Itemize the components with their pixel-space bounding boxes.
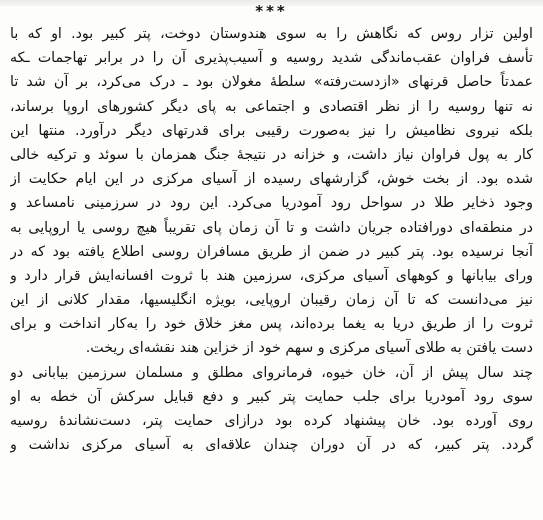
text-line: تأسف فراوان عقب‌ماندگی شدید روسیه و آسیب‌پذیری آن را در برابر تهاجمات ـکه [10, 50, 533, 67]
text-line: گردد. پتر کبیر، که در آن دوران چندان علاقه‌ای به آسیای مرکزی نداشت و [10, 437, 533, 454]
text-line: عمدتاً حاصل قرنهای «ازدست‌رفته» سلطهٔ مغولان بود ـ درک می‌کرد، بر آن شد تا [10, 74, 533, 91]
paragraph [10, 22, 533, 361]
text-line: شده بود. از بخت خوش، گزارشهای رسیده از آسیای مرکزی در این ایام حکایت از [10, 171, 533, 188]
text-line: در منطقه‌ای دورافتاده جریان داشت و تا آن زمان پای تقریباً هیچ روسی یا اروپایی به [10, 219, 533, 236]
text-line: کار به پول فراوان نیاز داشت، و خزانه در نتیجهٔ جنگ همزمان با سوئد و ترکیه خالی [10, 146, 533, 163]
text-line: روی آورده بود. خان پیشنهاد کرده بود درازای حمایت پتر، دست‌نشاندهٔ روسیه [10, 413, 533, 429]
text-line: اولین تزار روس که نگاهش را به سوی هندوستان دوخت، پتر کبیر بود. او که با [10, 26, 533, 42]
text-line: چند سال پیش از آن، خان خیوه، فرمانروای مطلق و مسلمان سرزمین بیابانی دو [10, 364, 533, 381]
text-line: ثروت را از طریق دریا به یغما برده‌اند، پس مغز خلاق خود را به‌کار انداخت و برای [10, 316, 533, 333]
section-divider: *** [255, 2, 288, 20]
text-line: بلکه نیروی نظامیش را نیز به‌صورت رقیبی برای قدرتهای دیگر درآورد. منتها این [10, 122, 533, 139]
paragraph [10, 361, 533, 458]
text-line: آنجا نرسیده بود. پتر کبیر در ضمن از طریق مسافران روسی اطلاع یافته بود که در [10, 243, 533, 260]
text-line: وجود ذخایر طلا در سواحل رود آمودریا می‌کرد. این رود در سرزمینی نامساعد و [10, 195, 533, 212]
text-line: دست یافتن به طلای آسیای مرکزی و سهم خود از خزاین هند نقشه‌ای ریخت. [85, 340, 533, 357]
text-line: نه تنها روسیه را از نظر اقتصادی و اجتماعی به پای دیگر کشورهای اروپا برساند، [10, 98, 533, 115]
text-line: ورای بیابانها و کوههای آسیای مرکزی، سرزمین هند با ثروت افسانه‌ایش قرار دارد و [10, 267, 533, 284]
text-line: نیز می‌دانست که تا آن زمان رقیبان اروپایی، بویژه انگلیسیها، مقدار کلانی از این [10, 292, 533, 309]
body-text [10, 22, 533, 457]
text-line: سوی رود آمودریا برای جلب حمایت پتر کبیر و دفع قبایل سرکش آن خطه به او [10, 388, 533, 405]
